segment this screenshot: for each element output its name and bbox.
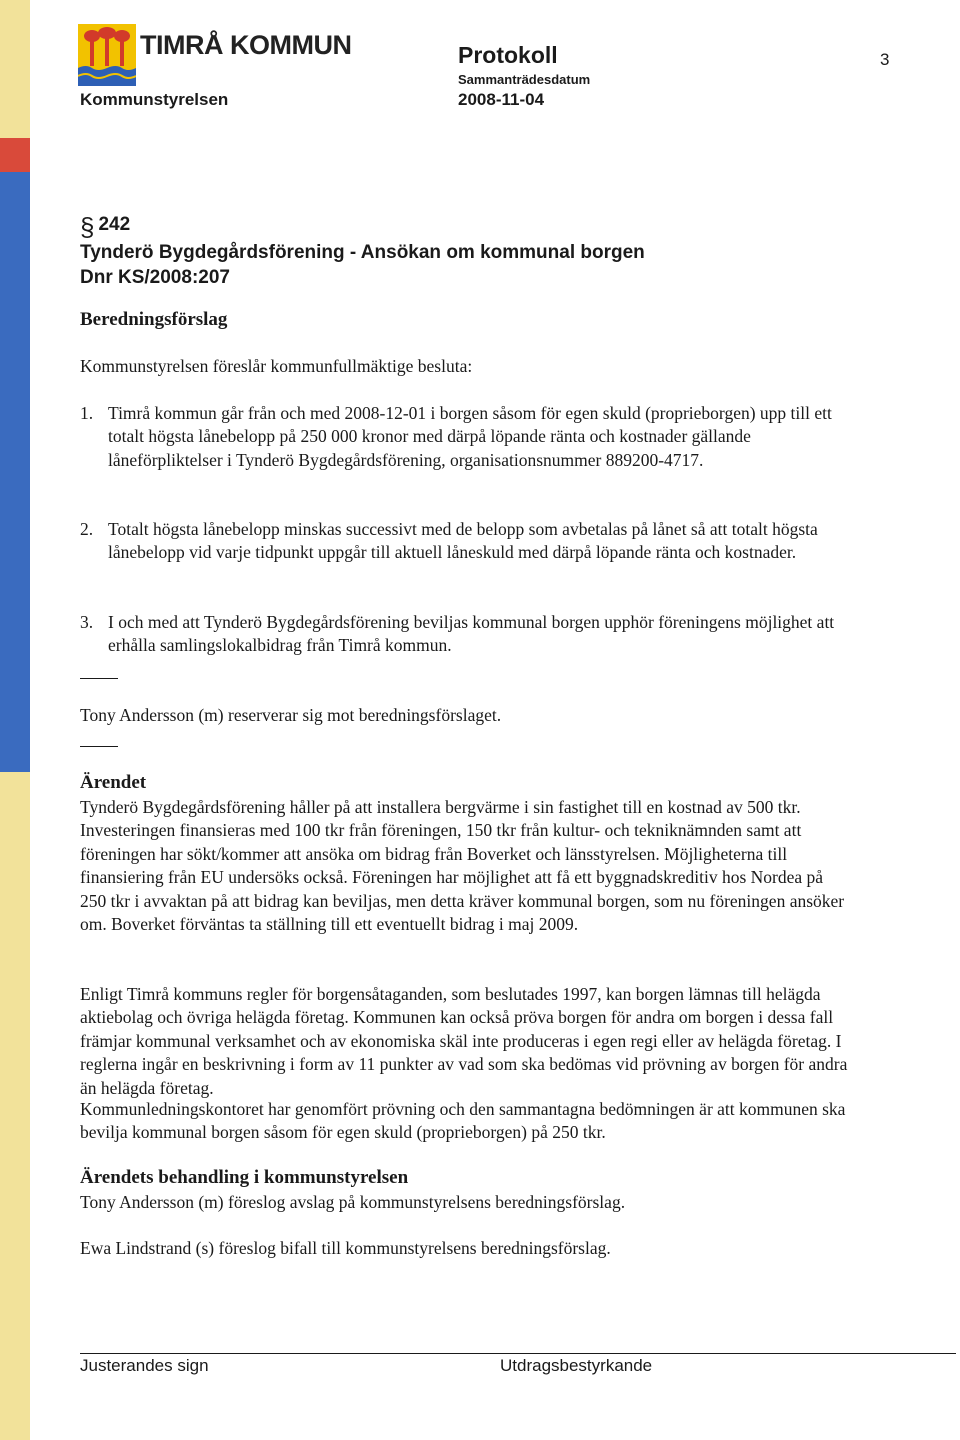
margin-stripe-red bbox=[0, 138, 30, 172]
handling-heading: Ärendets behandling i kommunstyrelsen bbox=[80, 1167, 409, 1188]
separator-dash bbox=[80, 678, 118, 679]
municipality-logo bbox=[78, 24, 136, 86]
margin-stripe-yellow-lower bbox=[0, 772, 30, 1440]
footer-certification: Utdragsbestyrkande bbox=[500, 1356, 653, 1375]
page-number: 3 bbox=[880, 50, 890, 69]
margin-stripe-yellow bbox=[0, 0, 30, 138]
municipality-name: TIMRÅ KOMMUN bbox=[140, 30, 352, 60]
proposal-heading: Beredningsförslag bbox=[80, 309, 228, 330]
meeting-date-label: Sammanträdesdatum bbox=[458, 72, 591, 87]
separator-dash bbox=[80, 746, 118, 747]
list-item bbox=[80, 611, 840, 658]
margin-stripe-blue bbox=[0, 172, 30, 772]
list-item-text: Timrå kommun går från och med 2008-12-01 i borgen såsom för egen skuld (proprieborgen) upp till ett totalt högsta lånebelopp på 250 000 kronor med därpå löpande ränta och kostnader gällande låneförpliktelser i Tynderö Bygdegårdsförening, organisationsnummer 889200-4717. bbox=[108, 403, 832, 470]
list-item bbox=[80, 518, 840, 565]
matter-heading: Ärendet bbox=[80, 772, 147, 793]
committee-name: Kommunstyrelsen bbox=[80, 90, 229, 109]
handling-paragraph-2: Ewa Lindstrand (s) föreslog bifall till kommunstyrelsens beredningsförslag. bbox=[80, 1238, 611, 1258]
paragraph-title: Tynderö Bygdegårdsförening - Ansökan om kommunal borgen bbox=[80, 242, 645, 263]
proposal-intro: Kommunstyrelsen föreslår kommunfullmäktige besluta: bbox=[80, 356, 473, 376]
list-item-number: 1. bbox=[80, 403, 94, 423]
diary-number: Dnr KS/2008:207 bbox=[80, 267, 230, 288]
matter-paragraph-3: Kommunledningskontoret har genomfört prövning och den sammantagna bedömningen är att kommunen ska bevilja kommunal borgen såsom för egen skuld (proprieborgen) på 250 tkr. bbox=[80, 1099, 846, 1143]
paragraph-header bbox=[80, 212, 645, 290]
matter-paragraph-1: Tynderö Bygdegårdsförening håller på att installera bergvärme i sin fastighet till en kostnad av 500 tkr. Investeringen finansieras med 100 tkr från föreningen, 150 tkr från kultur- och tekniknämnden samt att föreningen har sökt/kommer att ansöka om bidrag från Boverket och länsstyrelsen. Möjligheterna till finansiering från EU undersöks också. Föreningen har möjlighet att få ett byggnadskreditiv hos Nordea på 250 tkr i avvaktan på att bidrag kan beviljas, men detta kräver kommunal borgen, som nu föreningen ansöker om. Boverket förväntas ta ställning till ett eventuellt bidrag i maj 2009. bbox=[80, 797, 845, 935]
meeting-date: 2008-11-04 bbox=[458, 90, 545, 109]
footer-adjuster-sign: Justerandes sign bbox=[80, 1356, 209, 1375]
reservation-text: Tony Andersson (m) reserverar sig mot beredningsförslaget. bbox=[80, 705, 502, 725]
list-item-text: Totalt högsta lånebelopp minskas successivt med de belopp som avbetalas på lånet så att totalt högsta lånebelopp vid varje tidpunkt uppgår till aktuell låneskuld med därpå löpande ränta och kostnader. bbox=[108, 519, 818, 563]
list-item-number: 3. bbox=[80, 612, 94, 632]
paragraph-number: 242 bbox=[98, 214, 131, 235]
document-type: Protokoll bbox=[458, 42, 558, 68]
section-sign-icon: § bbox=[80, 212, 95, 242]
list-item-number: 2. bbox=[80, 519, 94, 539]
matter-paragraph-2: Enligt Timrå kommuns regler för borgensåtaganden, som beslutades 1997, kan borgen lämnas till helägda aktiebolag och övriga helägda företag. Kommunen kan också pröva borgen för andra om borgen i dessa fall främjar kommunal verksamhet och av ekonomiska skäl inte produceras i egen regi eller av helägda företag. I reglerna ingår en beskrivning i form av 11 punkter av vad som ska bedömas vid prövning av borgen för andra än helägda företag. bbox=[80, 984, 848, 1098]
list-item-text: I och med att Tynderö Bygdegårdsförening beviljas kommunal borgen upphör föreningens möjlighet att erhålla samlingslokalbidrag från Timrå kommun. bbox=[108, 612, 835, 656]
list-item bbox=[80, 402, 840, 472]
handling-paragraph-1: Tony Andersson (m) föreslog avslag på kommunstyrelsens beredningsförslag. bbox=[80, 1192, 626, 1212]
footer-divider bbox=[80, 1353, 956, 1354]
